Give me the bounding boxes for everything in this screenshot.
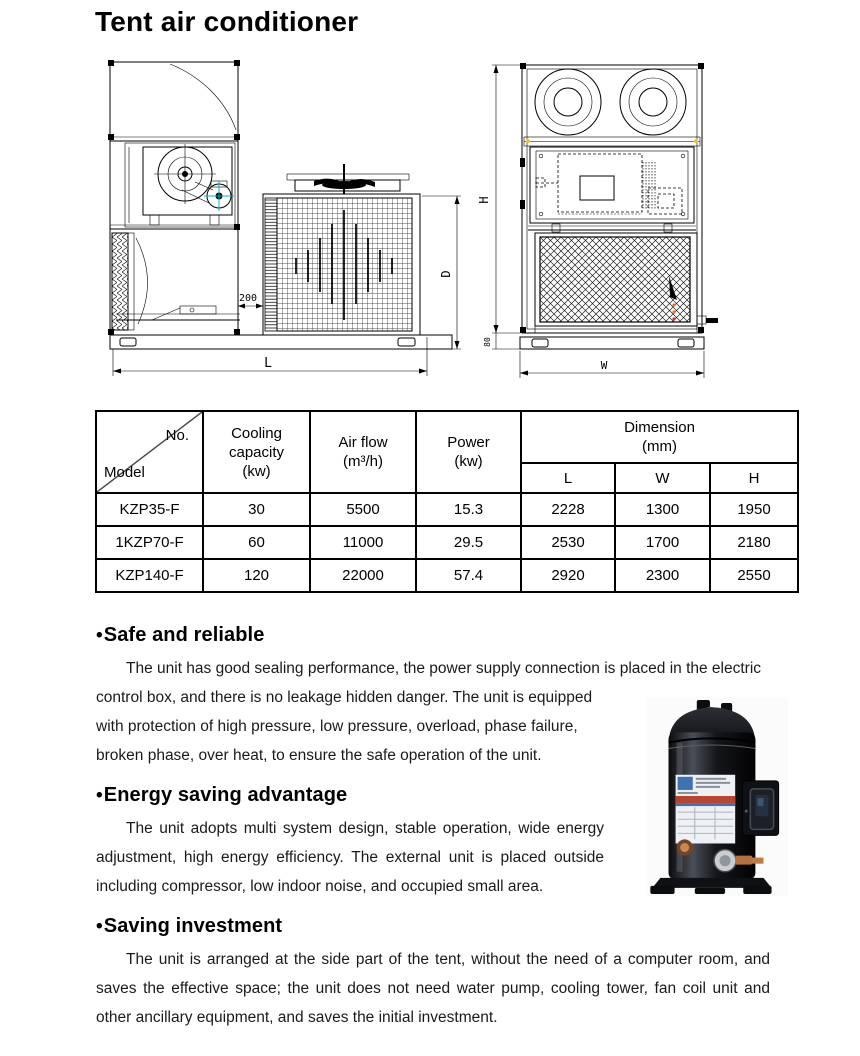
page-title: Tent air conditioner [95, 6, 359, 37]
bullet-icon: • [96, 916, 103, 937]
section-heading-energy-saving: •Energy saving advantage [96, 784, 348, 806]
dim-height-label: H [477, 196, 491, 204]
spec-table [95, 410, 799, 593]
dim-length-label: L [264, 356, 272, 371]
col-header-dim-l: L [521, 463, 615, 493]
paragraph-saving-investment: The unit is arranged at the side part of the tent, without the need of a computer room, and saves the effective space; the unit does not need water pump, cooling tower, fan coil unit and other ancillary equipment, and saves the initial investment. [96, 951, 770, 1026]
section-heading-safe-and-reliable: •Safe and reliable [96, 624, 265, 646]
col-header-dim-w: W [615, 463, 710, 493]
table-row: KZP140-F 120 22000 57.4 2920 2300 2550 [96, 559, 798, 592]
col-header-dimension: Dimension (mm) [521, 411, 798, 463]
front-view-drawing [477, 63, 718, 378]
corner-no-label: No. [165, 427, 189, 444]
compressor-photo [646, 698, 788, 896]
bullet-icon: • [96, 625, 103, 646]
table-row: KZP35-F 30 5500 15.3 2228 1300 1950 [96, 493, 798, 526]
compressor-illustration [646, 698, 788, 896]
section-heading-saving-investment: •Saving investment [96, 915, 283, 937]
col-header-power: Power (kw) [416, 411, 521, 493]
col-header-airflow: Air flow (m³/h) [310, 411, 416, 493]
dim-clearance-label: 200 [239, 293, 258, 304]
side-view-drawing [108, 60, 461, 376]
corner-header-cell [96, 411, 203, 493]
paragraph-energy-saving: The unit adopts multi system design, stable operation, wide energy adjustment, high energy efficiency. The external unit is placed outside including compressor, low indoor noise, and occupied small area. [96, 820, 604, 895]
model-cell: KZP140-F [96, 559, 203, 592]
technical-drawings [92, 48, 808, 396]
body-content [96, 610, 770, 1036]
dim-base-height-label: 80 [483, 337, 492, 347]
table-row: 1KZP70-F 60 11000 29.5 2530 1700 2180 [96, 526, 798, 559]
paragraph-safe-and-reliable: The unit has good sealing performance, the power supply connection is placed in the electric control box, and there is no leakage hidden danger. The unit is equipped with protection of high pressure, low pressure, overload, phase failure, broken phase, over heat, to ensure the safe operation of the unit. [96, 660, 762, 764]
corner-model-label: Model [104, 464, 145, 481]
bullet-icon: • [96, 785, 103, 806]
col-header-dim-h: H [710, 463, 798, 493]
dim-depth-label: D [439, 270, 453, 278]
col-header-cooling: Cooling capacity (kw) [203, 411, 310, 493]
model-cell: 1KZP70-F [96, 526, 203, 559]
dim-width-label: W [600, 359, 608, 372]
model-cell: KZP35-F [96, 493, 203, 526]
